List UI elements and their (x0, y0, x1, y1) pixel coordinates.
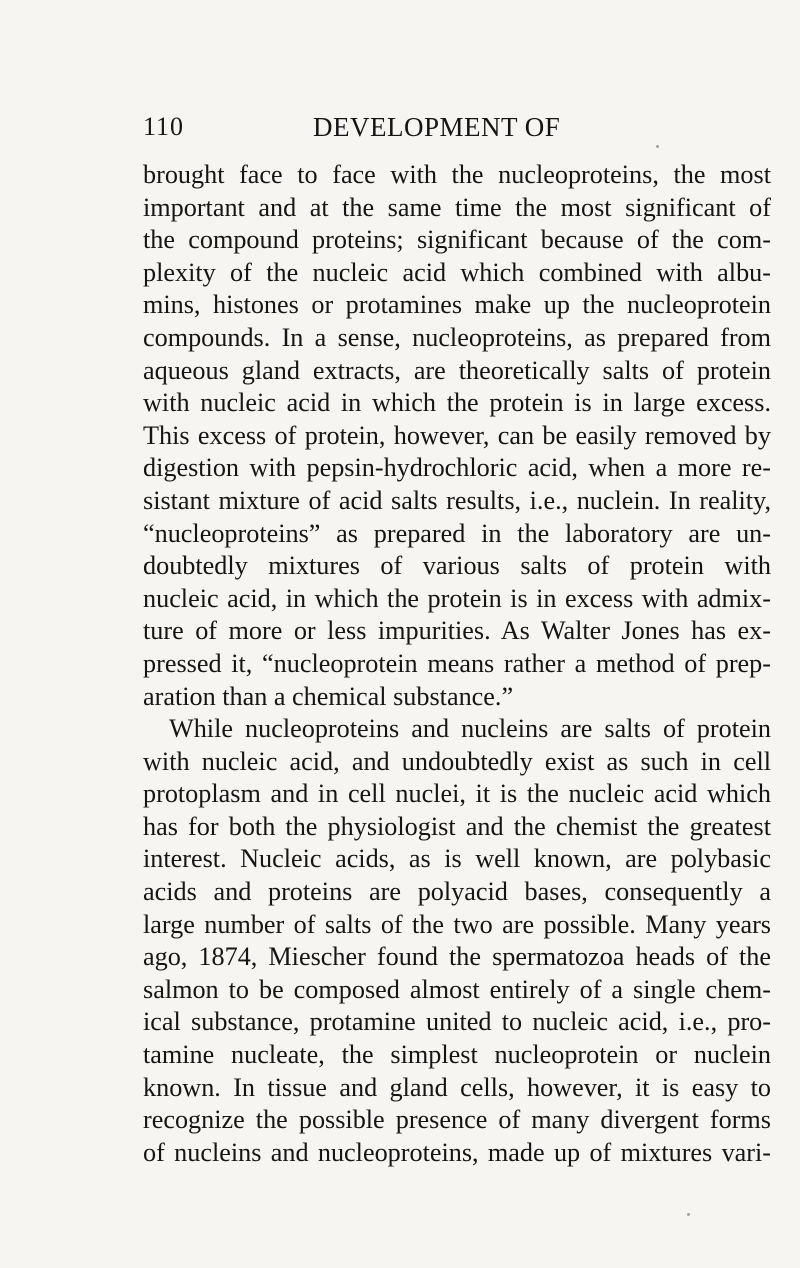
text-line: digestion with pepsin-hydrochloric acid, when a more re- (143, 453, 771, 483)
text-line: acids and proteins are polyacid bases, consequently a (143, 877, 771, 907)
text-line: sistant mixture of acid salts results, i.e., nuclein. In reality, (143, 485, 771, 515)
text-line: brought face to face with the nucleoproteins, the most (143, 160, 771, 189)
text-line: with nucleic acid, and undoubtedly exist as such in cell (143, 746, 771, 776)
text-line: the compound proteins; significant because of the com- (143, 225, 771, 255)
page-number: 110 (143, 112, 185, 141)
page-header (143, 112, 771, 148)
text-line: recognize the possible presence of many divergent forms (143, 1105, 771, 1135)
text-line: large number of salts of the two are possible. Many years (143, 909, 771, 939)
text-line: compounds. In a sense, nucleoproteins, as prepared from (143, 322, 771, 352)
text-line: important and at the same time the most significant of (143, 192, 771, 222)
text-line: with nucleic acid in which the protein is in large excess. (143, 388, 771, 418)
text-line: salmon to be composed almost entirely of a single chem- (143, 974, 771, 1004)
text-line: “nucleoproteins” as prepared in the laboratory are un- (143, 518, 771, 548)
text-line: This excess of protein, however, can be easily removed by (143, 420, 771, 450)
text-line: pressed it, “nucleoprotein means rather a method of prep- (143, 648, 771, 678)
text-line: of nucleins and nucleoproteins, made up of mixtures vari- (143, 1137, 771, 1167)
text-line: ture of more or less impurities. As Walter Jones has ex- (143, 616, 771, 646)
text-line: ago, 1874, Miescher found the spermatozoa heads of the (143, 942, 771, 972)
text-line: aqueous gland extracts, are theoretically salts of protein (143, 355, 771, 385)
text-line: has for both the physiologist and the chemist the greatest (143, 811, 771, 841)
text-line: mins, histones or protamines make up the nucleoprotein (143, 290, 771, 320)
text-line: doubtedly mixtures of various salts of protein with (143, 551, 771, 581)
text-line: ical substance, protamine united to nucleic acid, i.e., pro- (143, 1007, 771, 1037)
text-line: nucleic acid, in which the protein is in excess with admix- (143, 583, 771, 613)
paper-speck (656, 145, 659, 148)
text-line: plexity of the nucleic acid which combined with albu- (143, 257, 771, 287)
text-line: known. In tissue and gland cells, however, it is easy to (143, 1072, 771, 1102)
text-line: protoplasm and in cell nuclei, it is the nucleic acid which (143, 779, 771, 809)
text-line: interest. Nucleic acids, as is well known, are polybasic (143, 844, 771, 874)
paper-speck (687, 1213, 690, 1216)
text-line: While nucleoproteins and nucleins are salts of protein (169, 714, 771, 744)
running-head: DEVELOPMENT OF (313, 112, 561, 142)
body-text (143, 159, 771, 1169)
text-line: aration than a chemical substance.” (143, 681, 514, 711)
text-line: tamine nucleate, the simplest nucleoprotein or nuclein (143, 1040, 771, 1070)
